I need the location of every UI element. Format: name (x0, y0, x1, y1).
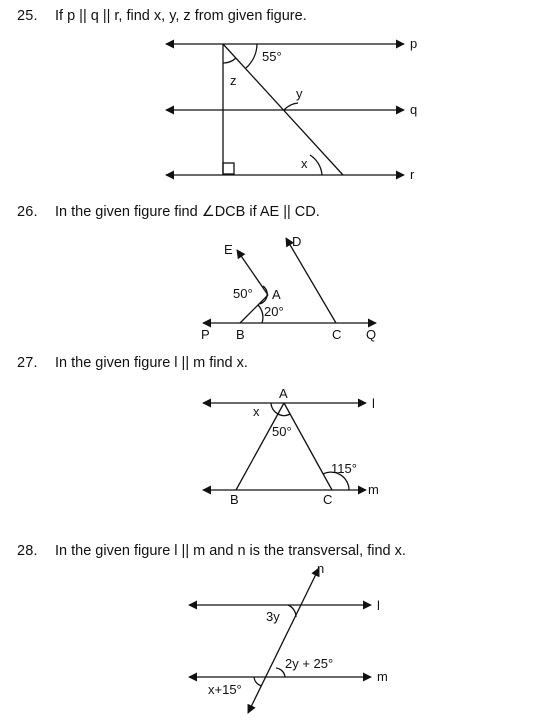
question-text: In the given figure l || m find x. (55, 355, 248, 371)
label-y: y (296, 86, 303, 101)
angle-3y-arc (288, 605, 296, 617)
label-p: p (410, 36, 418, 51)
label-angle-50: 50° (233, 286, 253, 301)
label-angle-115: 115° (331, 461, 357, 476)
angle-20-arc (258, 305, 263, 323)
right-angle-mark (223, 163, 234, 174)
label-B: B (236, 327, 245, 342)
question-number: 27. (17, 355, 38, 371)
label-angle-20: 20° (264, 304, 284, 319)
angle-50-arc (278, 414, 290, 416)
label-D: D (292, 234, 302, 249)
label-x: x (301, 156, 308, 171)
angle-x-arc (254, 677, 262, 686)
label-z: z (230, 73, 237, 88)
question-text: In the given figure find ∠DCB if AE || CD. (55, 204, 320, 220)
angle-x-arc (310, 155, 322, 175)
label-C: C (323, 492, 333, 507)
label-r: r (410, 167, 415, 182)
label-A: A (279, 386, 288, 401)
figure-26 (0, 228, 553, 348)
label-m: m (368, 482, 379, 497)
question-number: 28. (17, 543, 38, 559)
label-q: q (410, 102, 418, 117)
ray-CD (286, 238, 336, 323)
label-angle-x: x+15° (208, 682, 242, 697)
segment-AB (236, 403, 284, 490)
angle-y-arc (284, 103, 298, 110)
label-Q: Q (366, 327, 377, 342)
question-number: 25. (17, 8, 38, 24)
label-B: B (230, 492, 239, 507)
label-E: E (224, 242, 233, 257)
label-P: P (201, 327, 210, 342)
angle-2y-arc (276, 668, 285, 677)
angle-z-arc (223, 58, 236, 63)
segment-AC (284, 403, 332, 490)
label-angle-55: 55° (262, 49, 282, 64)
question-number: 26. (17, 204, 38, 220)
figure-25 (0, 30, 553, 190)
label-A: A (272, 287, 281, 302)
label-angle-50: 50° (272, 424, 292, 439)
label-angle-2y: 2y + 25° (285, 656, 334, 671)
angle-55-arc (246, 44, 257, 68)
question-text: If p || q || r, find x, y, z from given figure. (55, 8, 307, 24)
transversal-n (248, 568, 319, 713)
label-angle-3y: 3y (266, 609, 280, 624)
angle-x-arc (271, 403, 278, 414)
label-n: n (317, 561, 325, 576)
figure-28 (0, 560, 553, 720)
label-x: x (253, 404, 260, 419)
label-l: l (377, 598, 380, 613)
label-C: C (332, 327, 342, 342)
figure-27 (0, 378, 553, 508)
label-l: l (372, 396, 375, 411)
question-text: In the given figure l || m and n is the transversal, find x. (55, 543, 406, 559)
label-m: m (377, 669, 388, 684)
